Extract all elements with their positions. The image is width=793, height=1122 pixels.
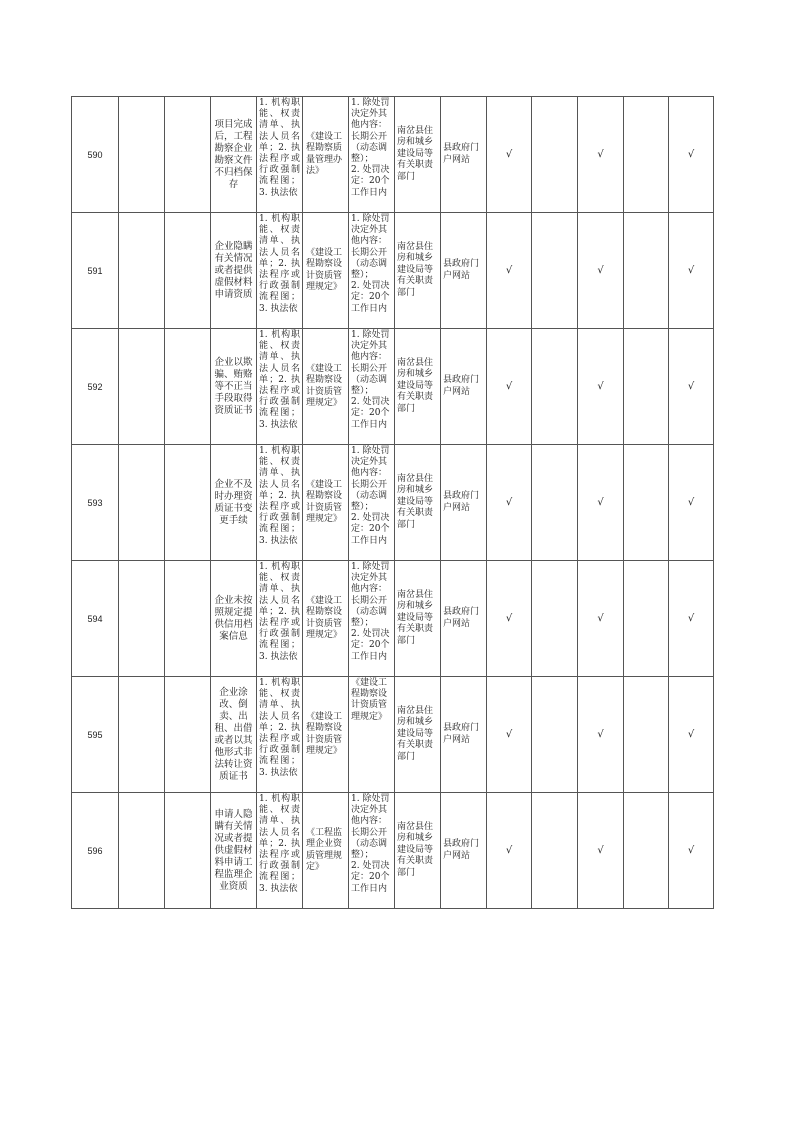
check-cell: [669, 329, 714, 445]
blank-cell: [119, 677, 165, 793]
disclosure-subject: 南岔县住房和城乡建设局等有关职责部门: [397, 125, 434, 182]
disclosure-time: 1. 除处罚决定外其他内容：长期公开（动态调整）； 2. 处罚决定：20个工作日内: [351, 330, 390, 430]
basis-cell: [303, 793, 349, 909]
row-number: 591: [87, 265, 103, 276]
check-cell: [669, 213, 714, 329]
check-mark: √: [687, 729, 695, 740]
item-name: 企业以欺骗、贿赂等不正当手段取得资质证书: [214, 356, 253, 416]
check-cell: [532, 677, 578, 793]
disclosure-content: 1. 机构职能、权责清单、执法人员名单；2. 执法程序或行政强制流程图；3. 执法依: [259, 678, 300, 778]
table-row: [72, 677, 714, 793]
check-cell: [532, 445, 578, 561]
disclosure-time: 1. 除处罚决定外其他内容：长期公开（动态调整）； 2. 处罚决定：20个工作日内: [351, 98, 390, 198]
check-cell: [624, 445, 669, 561]
check-mark: √: [687, 381, 695, 392]
legal-basis: 《建设工程勘察设计资质管理规定》: [306, 711, 343, 756]
check-cell: [578, 561, 624, 677]
channel-cell: [441, 329, 487, 445]
check-cell: [578, 97, 624, 213]
legal-basis: 《建设工程勘察设计资质管理规定》: [306, 595, 343, 640]
item-name-cell: [211, 445, 257, 561]
content-cell: [257, 793, 303, 909]
disclosure-time: 1. 除处罚决定外其他内容：长期公开（动态调整）； 2. 处罚决定：20个工作日内: [351, 214, 390, 314]
row-number: 596: [87, 845, 103, 856]
check-cell: [624, 213, 669, 329]
item-name-cell: [211, 329, 257, 445]
check-mark: √: [505, 729, 513, 740]
row-number: 594: [87, 613, 103, 624]
row-number: 590: [87, 149, 103, 160]
time-cell: [349, 677, 395, 793]
disclosure-channel: 县政府门户网站: [443, 375, 480, 397]
check-cell: [669, 793, 714, 909]
legal-basis: 《建设工程勘察设计资质管理规定》: [306, 479, 343, 524]
check-cell: [624, 561, 669, 677]
check-cell: [487, 445, 532, 561]
blank-cell: [165, 213, 211, 329]
blank-cell: [165, 445, 211, 561]
content-cell: [257, 677, 303, 793]
check-cell: [669, 677, 714, 793]
blank-cell: [119, 561, 165, 677]
check-cell: [532, 793, 578, 909]
check-mark: √: [597, 149, 604, 160]
subject-cell: [395, 677, 441, 793]
row-number-cell: [72, 97, 119, 213]
disclosure-subject: 南岔县住房和城乡建设局等有关职责部门: [397, 357, 434, 414]
table-row: [72, 561, 714, 677]
legal-basis: 《建设工程勘察设计资质管理规定》: [306, 363, 343, 408]
channel-cell: [441, 561, 487, 677]
row-number-cell: [72, 213, 119, 329]
blank-cell: [165, 677, 211, 793]
table-row: [72, 97, 714, 213]
content-cell: [257, 561, 303, 677]
table-body: [72, 97, 714, 909]
check-cell: [532, 329, 578, 445]
check-cell: [532, 97, 578, 213]
item-name-cell: [211, 97, 257, 213]
disclosure-channel: 县政府门户网站: [443, 491, 480, 513]
disclosure-channel: 县政府门户网站: [443, 839, 480, 861]
content-cell: [257, 445, 303, 561]
legal-basis: 《工程监理企业资质管理规定》: [306, 827, 343, 872]
check-mark: √: [597, 265, 604, 276]
basis-cell: [303, 445, 349, 561]
check-cell: [624, 677, 669, 793]
legal-basis: 《建设工程勘察设计资质管理规定》: [306, 247, 343, 292]
channel-cell: [441, 97, 487, 213]
blank-cell: [119, 329, 165, 445]
basis-cell: [303, 329, 349, 445]
item-name: 企业未按照规定提供信用档案信息: [214, 594, 253, 642]
disclosure-channel: 县政府门户网站: [443, 723, 480, 745]
time-cell: [349, 561, 395, 677]
check-cell: [578, 793, 624, 909]
subject-cell: [395, 329, 441, 445]
disclosure-time: 1. 除处罚决定外其他内容：长期公开（动态调整）； 2. 处罚决定：20个工作日内: [351, 446, 390, 546]
check-mark: √: [505, 613, 513, 624]
table-row: [72, 213, 714, 329]
basis-cell: [303, 97, 349, 213]
blank-cell: [119, 793, 165, 909]
check-cell: [532, 213, 578, 329]
check-cell: [487, 97, 532, 213]
disclosure-table: [71, 96, 714, 909]
subject-cell: [395, 561, 441, 677]
check-mark: √: [597, 497, 604, 508]
check-cell: [532, 561, 578, 677]
blank-cell: [119, 97, 165, 213]
disclosure-time: 《建设工程勘察设计资质管理规定》: [351, 678, 388, 722]
item-name-cell: [211, 561, 257, 677]
basis-cell: [303, 677, 349, 793]
time-cell: [349, 793, 395, 909]
blank-cell: [165, 97, 211, 213]
check-mark: √: [505, 845, 513, 856]
item-name: 项目完成后，工程勘察企业勘察文件不归档保存: [214, 118, 253, 190]
disclosure-time: 1. 除处罚决定外其他内容：长期公开（动态调整）； 2. 处罚决定：20个工作日内: [351, 794, 390, 894]
time-cell: [349, 213, 395, 329]
check-mark: √: [505, 381, 513, 392]
channel-cell: [441, 445, 487, 561]
check-mark: √: [687, 613, 695, 624]
check-cell: [487, 329, 532, 445]
disclosure-content: 1. 机构职能、权责清单、执法人员名单；2. 执法程序或行政强制流程图；3. 执法依: [259, 98, 300, 198]
check-cell: [487, 561, 532, 677]
item-name: 企业不及时办理资质证书变更手续: [214, 478, 253, 526]
row-number: 593: [87, 497, 103, 508]
disclosure-channel: 县政府门户网站: [443, 143, 480, 165]
check-mark: √: [597, 613, 604, 624]
blank-cell: [119, 445, 165, 561]
subject-cell: [395, 213, 441, 329]
check-cell: [487, 213, 532, 329]
check-mark: √: [687, 845, 695, 856]
content-cell: [257, 213, 303, 329]
disclosure-subject: 南岔县住房和城乡建设局等有关职责部门: [397, 705, 434, 762]
table-row: [72, 445, 714, 561]
check-cell: [487, 793, 532, 909]
item-name-cell: [211, 677, 257, 793]
item-name-cell: [211, 213, 257, 329]
table-row: [72, 329, 714, 445]
blank-cell: [165, 561, 211, 677]
check-cell: [578, 677, 624, 793]
table-row: [72, 793, 714, 909]
item-name: 企业隐瞒有关情况或者提供虚假材料申请资质: [214, 240, 253, 300]
check-cell: [624, 97, 669, 213]
disclosure-subject: 南岔县住房和城乡建设局等有关职责部门: [397, 473, 434, 530]
disclosure-channel: 县政府门户网站: [443, 607, 480, 629]
check-mark: √: [687, 149, 695, 160]
check-mark: √: [687, 265, 695, 276]
channel-cell: [441, 677, 487, 793]
channel-cell: [441, 213, 487, 329]
time-cell: [349, 97, 395, 213]
disclosure-content: 1. 机构职能、权责清单、执法人员名单；2. 执法程序或行政强制流程图；3. 执法依: [259, 794, 300, 894]
check-mark: √: [505, 149, 513, 160]
blank-cell: [119, 213, 165, 329]
row-number-cell: [72, 677, 119, 793]
item-name: 企业涂改、倒卖、出租、出借或者以其他形式非法转让资质证书: [214, 686, 253, 782]
check-mark: √: [687, 497, 695, 508]
row-number-cell: [72, 445, 119, 561]
check-cell: [578, 445, 624, 561]
row-number-cell: [72, 329, 119, 445]
row-number-cell: [72, 561, 119, 677]
basis-cell: [303, 213, 349, 329]
disclosure-subject: 南岔县住房和城乡建设局等有关职责部门: [397, 821, 434, 878]
blank-cell: [165, 793, 211, 909]
content-cell: [257, 97, 303, 213]
item-name: 申请人隐瞒有关情况或者提供虚假材料申请工程监理企业资质: [214, 808, 253, 892]
disclosure-content: 1. 机构职能、权责清单、执法人员名单；2. 执法程序或行政强制流程图；3. 执法依: [259, 330, 300, 430]
check-cell: [669, 97, 714, 213]
disclosure-subject: 南岔县住房和城乡建设局等有关职责部门: [397, 589, 434, 646]
content-cell: [257, 329, 303, 445]
item-name-cell: [211, 793, 257, 909]
subject-cell: [395, 97, 441, 213]
check-mark: √: [505, 265, 513, 276]
disclosure-content: 1. 机构职能、权责清单、执法人员名单；2. 执法程序或行政强制流程图；3. 执法依: [259, 562, 300, 662]
check-mark: √: [597, 381, 604, 392]
disclosure-subject: 南岔县住房和城乡建设局等有关职责部门: [397, 241, 434, 298]
legal-basis: 《建设工程勘察质量管理办法》: [306, 131, 343, 176]
basis-cell: [303, 561, 349, 677]
disclosure-time: 1. 除处罚决定外其他内容：长期公开（动态调整）； 2. 处罚决定：20个工作日内: [351, 562, 390, 662]
row-number-cell: [72, 793, 119, 909]
check-cell: [624, 329, 669, 445]
check-cell: [487, 677, 532, 793]
disclosure-channel: 县政府门户网站: [443, 259, 480, 281]
time-cell: [349, 445, 395, 561]
disclosure-content: 1. 机构职能、权责清单、执法人员名单；2. 执法程序或行政强制流程图；3. 执法依: [259, 446, 300, 546]
check-cell: [624, 793, 669, 909]
blank-cell: [165, 329, 211, 445]
time-cell: [349, 329, 395, 445]
check-cell: [669, 445, 714, 561]
check-mark: √: [505, 497, 513, 508]
check-cell: [578, 329, 624, 445]
check-mark: √: [597, 729, 604, 740]
disclosure-content: 1. 机构职能、权责清单、执法人员名单；2. 执法程序或行政强制流程图；3. 执法依: [259, 214, 300, 314]
subject-cell: [395, 445, 441, 561]
row-number: 592: [87, 381, 103, 392]
check-cell: [578, 213, 624, 329]
check-mark: √: [597, 845, 604, 856]
check-cell: [669, 561, 714, 677]
subject-cell: [395, 793, 441, 909]
channel-cell: [441, 793, 487, 909]
row-number: 595: [87, 729, 103, 740]
